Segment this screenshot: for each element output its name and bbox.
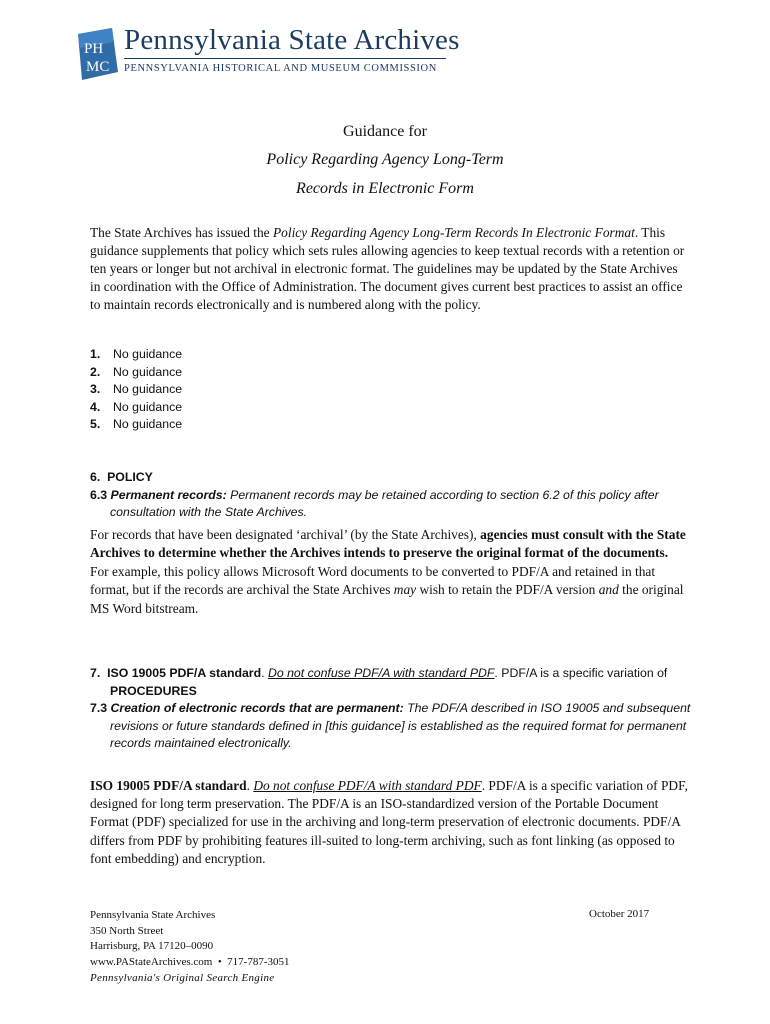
section-6-policy xyxy=(90,469,710,522)
section-7-procedures xyxy=(90,665,710,753)
intro-paragraph xyxy=(90,224,690,314)
list-item xyxy=(90,399,182,417)
p6-may: may xyxy=(393,582,417,598)
section-6-3 xyxy=(90,487,710,522)
list-item xyxy=(90,346,182,364)
p7-text: . PDF/A is a specific variation of PDF, designed for long term preservation. The PDF/A is an ISO-standardized version of the Portable Document Format (PDF) specialized for use in the archiving and long-term preservation of electronic documents. PDF/A differs from PDF by prohibiting features ill-suited to long-term archiving, such as font linking (as opposed to font embedding) and encryption. xyxy=(90,778,688,866)
section-6-guidance-paragraph xyxy=(90,526,690,618)
intro-policy-name: Policy Regarding Agency Long-Term Records In Electronic Format xyxy=(272,225,635,240)
section-7-iso-label: ISO 19005 PDF/A standard xyxy=(107,666,262,680)
footer-city: Harrisburg, PA 17120–0090 xyxy=(90,940,214,952)
p6-mid2: wish to retain the PDF/A version xyxy=(416,582,599,598)
intro-pre: The State Archives has issued the xyxy=(90,225,273,240)
org-title: Pennsylvania State Archives xyxy=(124,24,460,56)
list-item-number: 5. xyxy=(90,417,101,432)
doc-title-line2: Policy Regarding Agency Long-Term xyxy=(266,151,504,168)
list-item-text: No guidance xyxy=(113,347,183,361)
section-6-title: POLICY xyxy=(107,470,153,484)
section-6-3-label: Permanent records: xyxy=(110,487,227,502)
footer-org: Pennsylvania State Archives xyxy=(90,909,216,921)
org-subtitle: PENNSYLVANIA HISTORICAL AND MUSEUM COMMISSION xyxy=(124,63,437,74)
section-7-rest: . PDF/A is a specific variation of xyxy=(494,666,668,680)
section-7-3-label: Creation of electronic records that are permanent: xyxy=(110,701,404,716)
section-7-3 xyxy=(90,700,710,753)
list-item xyxy=(90,381,182,399)
list-item-text: No guidance xyxy=(113,364,183,379)
section-7-heading xyxy=(90,665,710,683)
list-item-number: 4. xyxy=(90,399,101,414)
p6-bold: agencies must consult with the State Archives to determine whether the Archives intends to preserve the original format of the documents. xyxy=(90,527,686,561)
footer-address xyxy=(90,908,290,970)
header-divider xyxy=(124,58,446,59)
footer-phone: 717-787-3051 xyxy=(227,955,290,968)
section-7-dot: . xyxy=(261,666,268,680)
footer-date: October 2017 xyxy=(589,908,650,920)
p7-dot: . xyxy=(246,778,254,793)
svg-text:PH: PH xyxy=(84,41,104,57)
section-7-3-number: 7.3 xyxy=(90,701,108,716)
section-7-3-text: The PDF/A described in ISO 19005 and subsequent revisions or future standards defined in [this guidance] is established as the required format for permanent records maintained electronically. xyxy=(110,701,691,751)
list-item-text: No guidance xyxy=(113,399,183,414)
footer-website: www.PAStateArchives.com xyxy=(90,955,213,968)
list-item-number: 3. xyxy=(90,382,101,397)
guidance-list xyxy=(90,346,182,434)
p7-underlined: Do not confuse PDF/A with standard PDF xyxy=(253,778,482,793)
p7-bold: ISO 19005 PDF/A standard xyxy=(90,778,247,793)
list-item-number: 1. xyxy=(90,347,101,361)
footer-street: 350 North Street xyxy=(90,924,164,937)
p6-mid: For example, this policy allows Microsoft Word documents to be converted to PDF/A and retained in that format, but if the records are archival the State Archives xyxy=(90,563,656,598)
section-7-guidance-paragraph xyxy=(90,777,690,868)
doc-title-line3: Records in Electronic Form xyxy=(296,180,474,197)
p6-and: and xyxy=(598,582,619,598)
list-item xyxy=(90,416,182,434)
footer-separator: • xyxy=(217,955,222,968)
section-7-procedures-heading: PROCEDURES xyxy=(110,683,197,698)
phmc-logo xyxy=(72,28,120,80)
section-7-number: 7. xyxy=(90,666,101,680)
p6-end: the original MS Word bitstream. xyxy=(90,582,684,616)
list-item-number: 2. xyxy=(90,364,101,379)
p6-pre: For records that have been designated ‘archival’ (by the State Archives), xyxy=(90,527,481,542)
footer-contact xyxy=(90,955,290,971)
doc-title-line1: Guidance for xyxy=(343,123,427,140)
section-6-heading xyxy=(90,469,710,487)
list-item xyxy=(90,364,182,382)
footer-tagline: Pennsylvania's Original Search Engine xyxy=(90,972,275,984)
svg-text:MC: MC xyxy=(86,59,110,75)
section-6-number: 6. xyxy=(90,470,101,484)
section-7-underlined: Do not confuse PDF/A with standard PDF xyxy=(267,666,495,680)
section-6-3-text: Permanent records may be retained according to section 6.2 of this policy after consultation with the State Archives. xyxy=(110,487,659,520)
section-6-3-number: 6.3 xyxy=(90,487,108,502)
list-item-text: No guidance xyxy=(113,417,183,432)
intro-post: . This guidance supplements that policy which sets rules allowing agencies to keep textual records with a retention or ten years or longer but not archival in electronic format. The guidelines may be updated by the State Archives in coordination with the Office of Administration. The document gives current best practices to assist an office to maintain records electronically and is numbered along with the policy. xyxy=(90,225,685,312)
list-item-text: No guidance xyxy=(113,382,183,397)
